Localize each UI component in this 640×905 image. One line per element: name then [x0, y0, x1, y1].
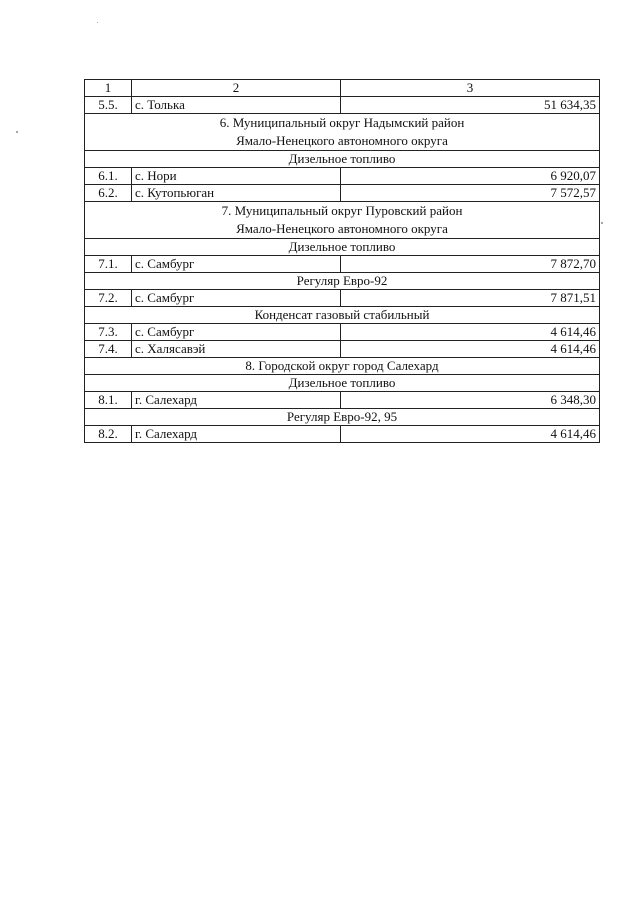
table-row	[85, 324, 600, 341]
scan-speck	[601, 222, 603, 224]
settlement-name: г. Салехард	[132, 392, 341, 409]
fuel-type-row	[85, 307, 600, 324]
row-number: 6.2.	[85, 185, 132, 202]
price-value: 51 634,35	[341, 97, 600, 114]
section-heading: 8. Городской округ город Салехард	[85, 358, 600, 375]
settlement-name: с. Нори	[132, 168, 341, 185]
section-heading	[85, 114, 600, 151]
fuel-type-row	[85, 239, 600, 256]
price-value: 7 872,70	[341, 256, 600, 273]
price-value: 4 614,46	[341, 426, 600, 443]
settlement-name: с. Кутопьюган	[132, 185, 341, 202]
fuel-type-label: Регуляр Евро-92, 95	[85, 409, 600, 426]
header-col-2: 2	[132, 80, 341, 97]
table-row	[85, 185, 600, 202]
settlement-name: с. Толька	[132, 97, 341, 114]
fuel-type-row	[85, 151, 600, 168]
fuel-type-label: Дизельное топливо	[85, 239, 600, 256]
row-number: 6.1.	[85, 168, 132, 185]
table-row	[85, 256, 600, 273]
section-heading-line-2: Ямало-Ненецкого автономного округа	[236, 221, 448, 236]
row-number: 7.1.	[85, 256, 132, 273]
section-heading-row	[85, 202, 600, 239]
scan-speck	[97, 22, 98, 23]
section-heading	[85, 202, 600, 239]
table-row	[85, 341, 600, 358]
row-number: 7.4.	[85, 341, 132, 358]
table-header-row	[85, 80, 600, 97]
section-heading-row	[85, 358, 600, 375]
table-row	[85, 168, 600, 185]
price-value: 7 871,51	[341, 290, 600, 307]
fuel-type-row	[85, 409, 600, 426]
price-value: 6 920,07	[341, 168, 600, 185]
fuel-type-row	[85, 375, 600, 392]
fuel-type-label: Дизельное топливо	[85, 375, 600, 392]
section-heading-line-1: 7. Муниципальный округ Пуровский район	[221, 203, 463, 218]
row-number: 8.2.	[85, 426, 132, 443]
row-number: 8.1.	[85, 392, 132, 409]
table-row	[85, 392, 600, 409]
price-value: 4 614,46	[341, 341, 600, 358]
section-heading-row	[85, 114, 600, 151]
table-row	[85, 290, 600, 307]
table-row	[85, 97, 600, 114]
price-table	[84, 79, 600, 443]
settlement-name: г. Салехард	[132, 426, 341, 443]
price-value: 7 572,57	[341, 185, 600, 202]
price-value: 4 614,46	[341, 324, 600, 341]
scan-speck	[16, 131, 18, 133]
table-row	[85, 426, 600, 443]
section-heading-line-1: 6. Муниципальный округ Надымский район	[219, 115, 465, 130]
settlement-name: с. Самбург	[132, 256, 341, 273]
section-heading-line-2: Ямало-Ненецкого автономного округа	[236, 133, 448, 148]
settlement-name: с. Халясавэй	[132, 341, 341, 358]
fuel-type-label: Дизельное топливо	[85, 151, 600, 168]
settlement-name: с. Самбург	[132, 324, 341, 341]
row-number: 5.5.	[85, 97, 132, 114]
fuel-type-row	[85, 273, 600, 290]
header-col-1: 1	[85, 80, 132, 97]
header-col-3: 3	[341, 80, 600, 97]
row-number: 7.3.	[85, 324, 132, 341]
price-value: 6 348,30	[341, 392, 600, 409]
fuel-type-label: Регуляр Евро-92	[85, 273, 600, 290]
row-number: 7.2.	[85, 290, 132, 307]
settlement-name: с. Самбург	[132, 290, 341, 307]
fuel-type-label: Конденсат газовый стабильный	[85, 307, 600, 324]
